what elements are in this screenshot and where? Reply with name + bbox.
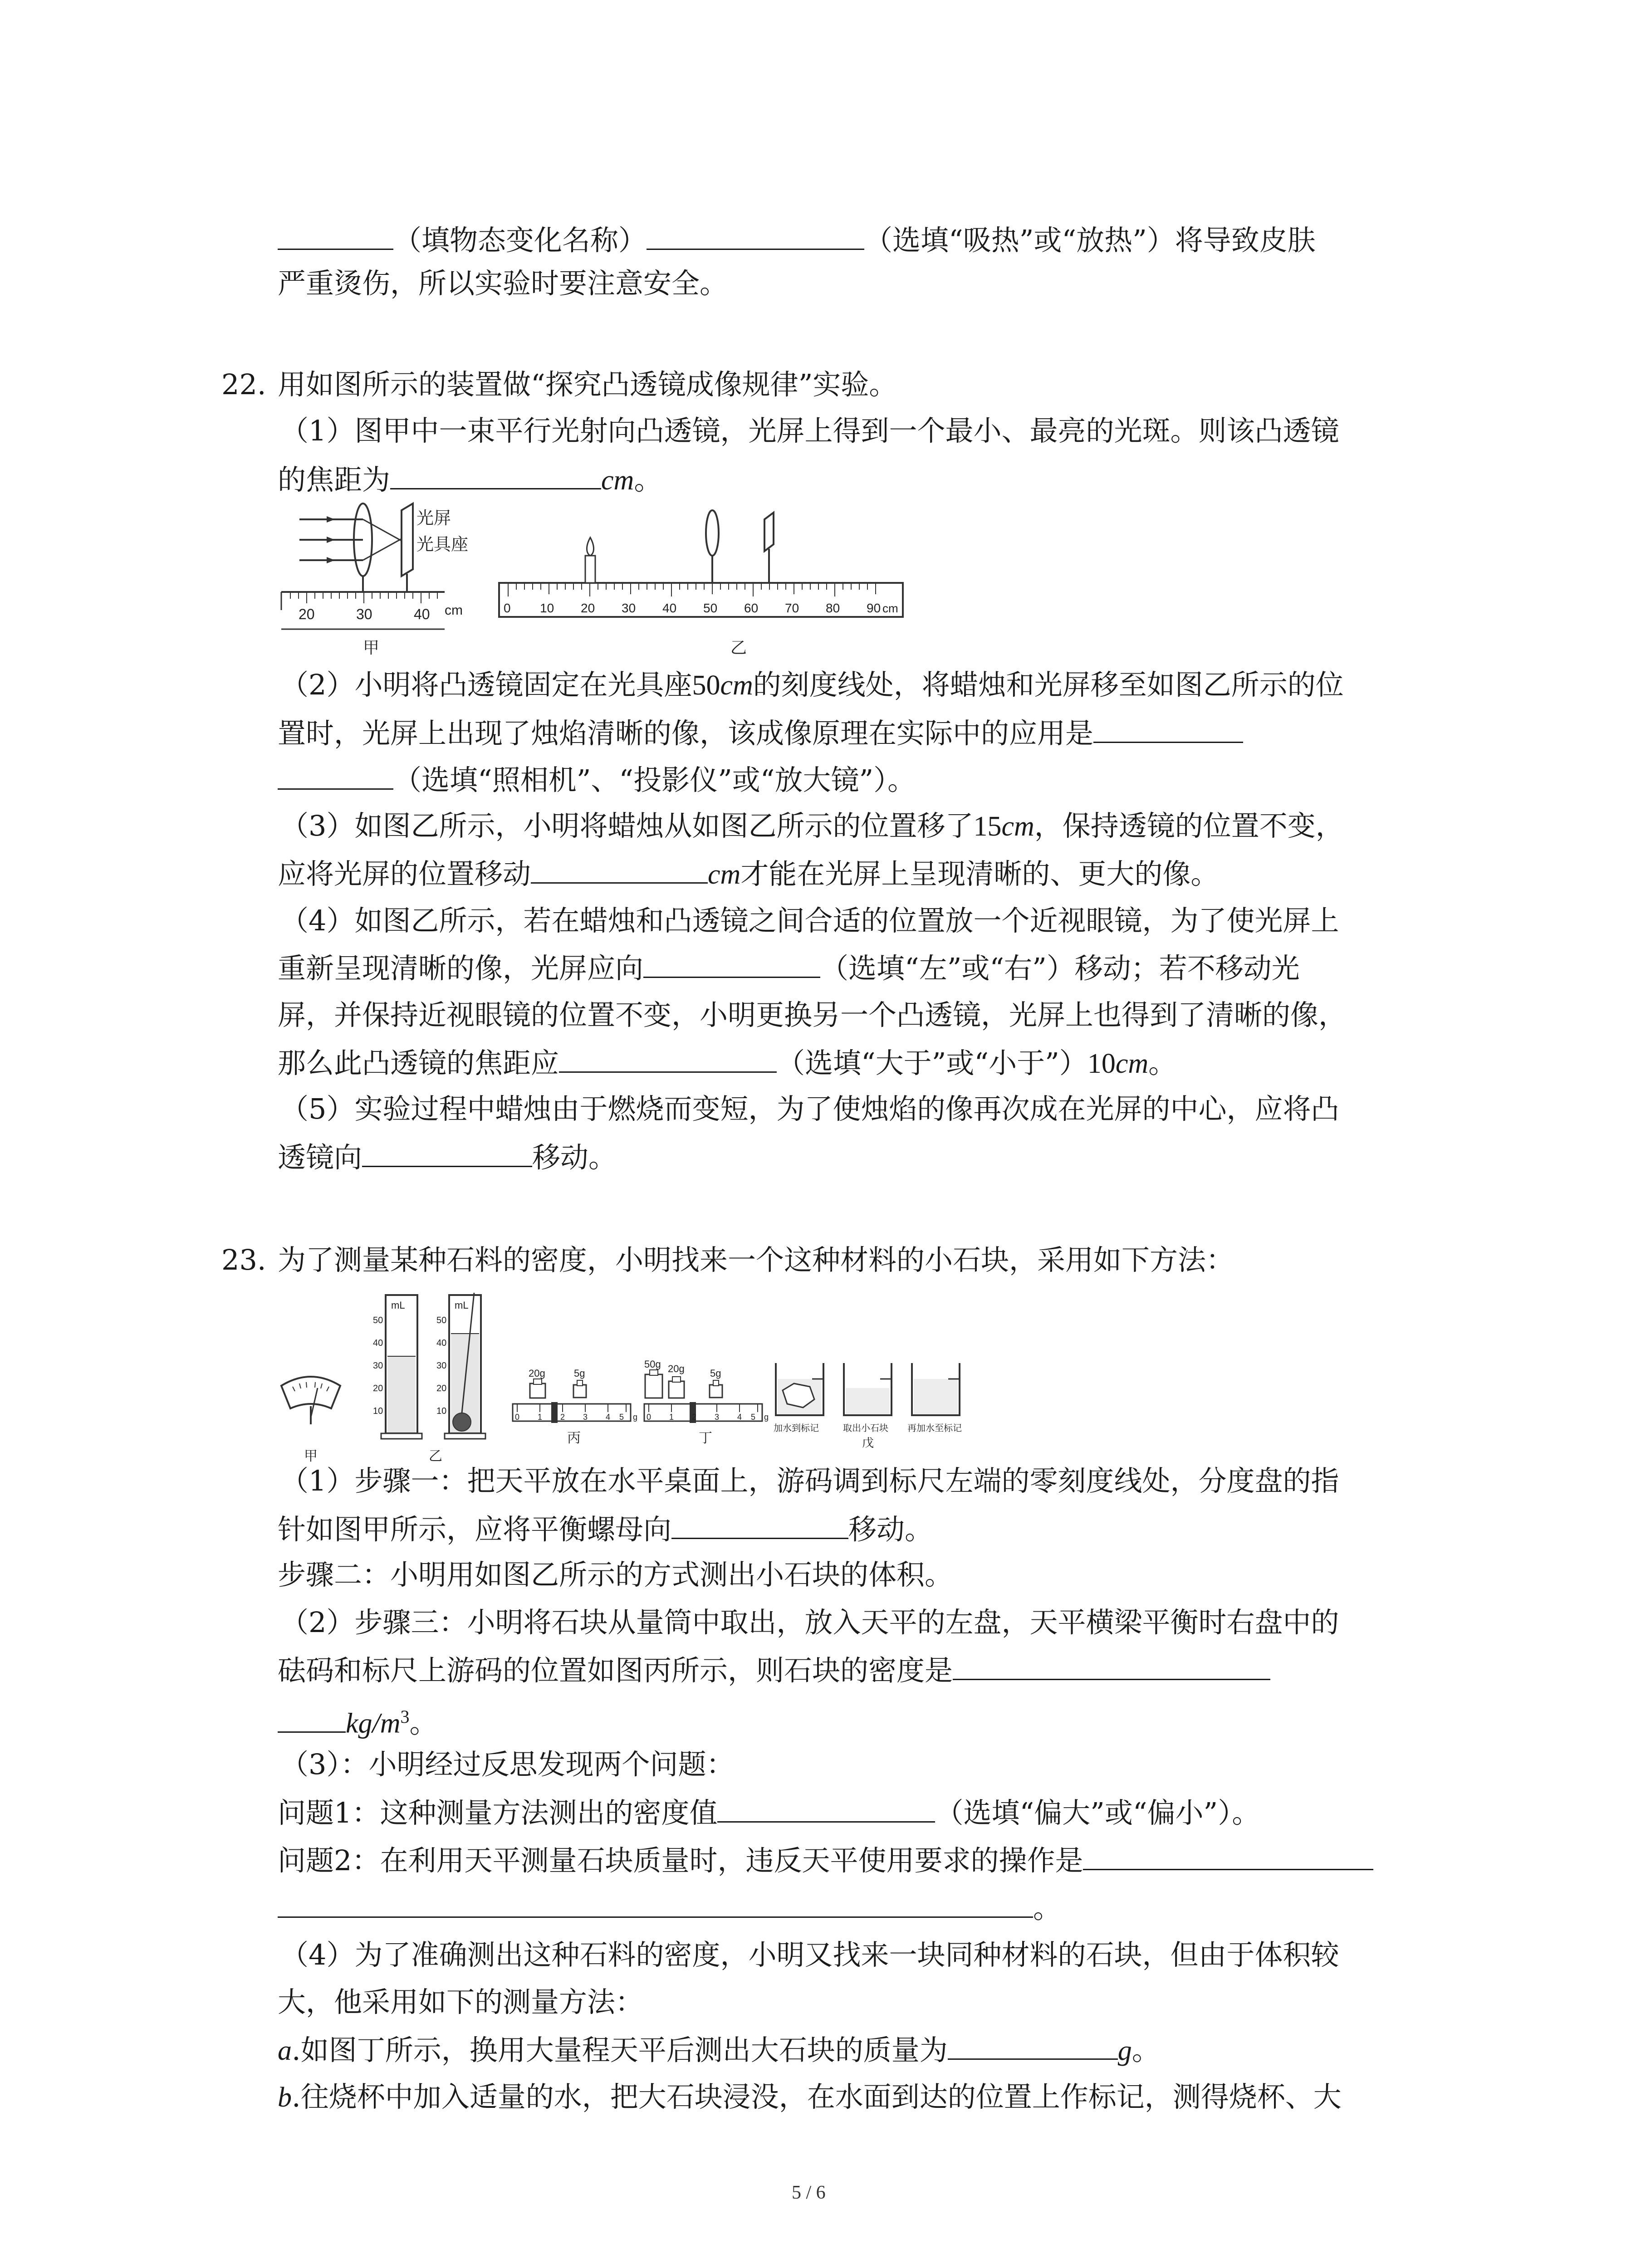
figure-wu-beakers	[774, 1363, 962, 1450]
unit-ml: mL	[455, 1300, 469, 1311]
tick-label: 0	[515, 1413, 520, 1422]
answer-blank[interactable]	[717, 1794, 935, 1823]
mass-label: 20g	[529, 1368, 545, 1379]
q22-stem: 用如图所示的装置做“探究凸透镜成像规律”实验。	[278, 368, 897, 401]
q22-number: 22.	[221, 368, 266, 401]
figure-jia-dial	[281, 1377, 340, 1464]
q22-part4-line2: 重新呈现清晰的像，光屏应向 （选填“左”或“右”）移动；若不移动光	[278, 949, 1300, 987]
q23-step2: 步骤二：小明用如图乙所示的方式测出小石块的体积。	[278, 1558, 953, 1591]
q22-part1-line2: 的焦距为 cm。	[278, 461, 662, 499]
tick-label: 5	[751, 1413, 756, 1422]
q22-part5-line1: （5）实验过程中蜡烛由于燃烧而变短，为了使烛焰的像再次成在光屏的中心，应将凸	[280, 1092, 1339, 1125]
label-screen: 光屏	[416, 509, 451, 528]
tick-label: 2	[560, 1413, 565, 1422]
tick-label: 2	[692, 1413, 697, 1422]
answer-blank[interactable]	[671, 1510, 848, 1539]
q22-part3-line1: （3）如图乙所示，小明将蜡烛从如图乙所示的位置移了15cm，保持透镜的位置不变，	[280, 809, 1344, 842]
q22-part4-line1: （4）如图乙所示，若在蜡烛和凸透镜之间合适的位置放一个近视眼镜，为了使光屏上	[280, 904, 1339, 937]
answer-blank[interactable]	[647, 221, 864, 250]
figure-label-yi: 乙	[730, 638, 747, 657]
q23-part3: （3）：小明经过反思发现两个问题：	[280, 1748, 735, 1781]
q23-problem2-line2: 。	[278, 1889, 1061, 1926]
q22-part5-line2: 透镜向 移动。	[278, 1139, 617, 1176]
figure-jia	[281, 503, 468, 657]
tick-label: 3	[583, 1413, 588, 1422]
tick-label: 20	[436, 1383, 447, 1393]
tick-label: 1	[669, 1413, 674, 1422]
tick-label: 4	[737, 1413, 742, 1422]
q23-step-b: b.往烧杯中加入适量的水，把大石块浸没，在水面到达的位置上作标记，测得烧杯、大	[278, 2080, 1342, 2113]
label-bench: 光具座	[416, 535, 469, 554]
figure-label-wu: 戊	[862, 1436, 874, 1450]
tick-label: 30	[622, 601, 636, 615]
tick-label: 10	[540, 601, 554, 615]
tick-label: 20	[581, 601, 595, 615]
answer-blank[interactable]	[278, 1704, 346, 1733]
answer-blank[interactable]	[643, 949, 820, 978]
q21-line-2: 严重烫伤，所以实验时要注意安全。	[278, 267, 728, 300]
tick-label: 50	[436, 1315, 447, 1325]
tick-label: 40	[414, 606, 430, 622]
answer-blank[interactable]	[278, 761, 393, 790]
figure-yi-cylinders	[373, 1293, 485, 1464]
tick-label: 0	[647, 1413, 652, 1422]
beaker-caption: 取出小石块	[843, 1423, 888, 1433]
tick-label: 0	[504, 601, 511, 615]
tick-label: 90	[867, 601, 881, 615]
answer-blank[interactable]	[531, 855, 708, 884]
q23-part2-line1: （2）步骤三：小明将石块从量筒中取出，放入天平的左盘，天平横梁平衡时右盘中的	[280, 1606, 1339, 1639]
figure-label-yi: 乙	[429, 1449, 442, 1464]
q23-part2-line3: $kg/m^3$。	[278, 1699, 438, 1742]
tick-label: 3	[715, 1413, 720, 1422]
figure-label-ding: 丁	[699, 1431, 712, 1446]
q22-part3-line2: 应将光屏的位置移动 cm才能在光屏上呈现清晰的、更大的像。	[278, 855, 1219, 893]
tick-label: 70	[785, 601, 799, 615]
page-number: 5 / 6	[792, 2182, 826, 2203]
q23-part1-line1: （1）步骤一：把天平放在水平桌面上，游码调到标尺左端的零刻度线处，分度盘的指	[280, 1464, 1339, 1497]
q23-part4-line1: （4）为了准确测出这种石料的密度，小明又找来一块同种材料的石块，但由于体积较	[280, 1938, 1339, 1971]
q23-part2-line2: 砝码和标尺上游码的位置如图丙所示，则石块的密度是	[278, 1652, 1270, 1689]
mass-label: 20g	[668, 1363, 685, 1374]
tick-label: 1	[538, 1413, 543, 1422]
tick-label: 60	[744, 601, 759, 615]
q22-part2-line3: （选填“照相机”、“投影仪”或“放大镜”）。	[278, 761, 916, 798]
tick-label: 50	[703, 601, 718, 615]
beaker-caption: 加水到标记	[774, 1423, 819, 1433]
answer-blank[interactable]	[1083, 1842, 1373, 1870]
density-figure	[272, 1286, 1007, 1467]
unit-ml: mL	[391, 1300, 405, 1311]
q22-part2-line1: （2）小明将凸透镜固定在光具座50cm的刻度线处，将蜡烛和光屏移至如图乙所示的位	[280, 668, 1344, 701]
figure-yi	[499, 510, 903, 657]
answer-blank[interactable]	[362, 1139, 532, 1167]
mass-label: 50g	[644, 1359, 661, 1370]
q23-number: 23.	[221, 1243, 266, 1276]
q23-stem: 为了测量某种石料的密度，小明找来一个这种材料的小石块，采用如下方法：	[278, 1243, 1234, 1276]
figure-label-bing: 丙	[567, 1431, 581, 1446]
answer-blank[interactable]	[948, 2031, 1118, 2060]
answer-blank[interactable]	[390, 461, 601, 489]
q23-part4-line2: 大，他采用如下的测量方法：	[278, 1985, 644, 2019]
q23-step-a: a.如图丁所示，换用大量程天平后测出大石块的质量为 g。	[278, 2031, 1160, 2069]
tick-label: 50	[373, 1315, 383, 1325]
tick-label: g	[633, 1413, 638, 1422]
tick-label: 40	[373, 1338, 383, 1348]
answer-blank[interactable]	[559, 1044, 777, 1073]
tick-label: 10	[373, 1406, 383, 1416]
tick-label: 10	[436, 1406, 447, 1416]
figure-ding-weights	[644, 1359, 769, 1446]
mass-label: 5g	[574, 1368, 585, 1379]
answer-blank[interactable]	[278, 1889, 1033, 1918]
tick-label: 30	[373, 1361, 383, 1371]
tick-label: g	[764, 1413, 769, 1422]
q22-part4-line4: 那么此凸透镜的焦距应 （选填“大于”或“小于”）10cm。	[278, 1044, 1176, 1082]
figure-bing-weights	[513, 1368, 637, 1446]
answer-blank[interactable]	[1093, 714, 1243, 743]
answer-blank[interactable]	[278, 221, 393, 250]
tick-label: 20	[373, 1383, 383, 1393]
beaker-caption: 再加水至标记	[907, 1423, 962, 1433]
tick-label: 20	[299, 606, 315, 622]
tick-label: 80	[826, 601, 840, 615]
q22-part4-line3: 屏，并保持近视眼镜的位置不变，小明更换另一个凸透镜，光屏上也得到了清晰的像，	[278, 998, 1347, 1031]
tick-label: 5	[619, 1413, 624, 1422]
optics-figure	[272, 501, 926, 660]
q23-problem2: 问题2：在利用天平测量石块质量时，违反天平使用要求的操作是	[278, 1842, 1373, 1879]
q23-problem1: 问题1：这种测量方法测出的密度值 （选填“偏大”或“偏小”）。	[278, 1794, 1260, 1831]
q23-part1-line2: 针如图甲所示，应将平衡螺母向 移动。	[278, 1510, 933, 1548]
tick-label: 4	[606, 1413, 611, 1422]
unit-label: cm	[445, 603, 463, 618]
unit-label: cm	[882, 601, 898, 615]
tick-label: 40	[436, 1338, 447, 1348]
figure-label-jia: 甲	[304, 1449, 318, 1464]
q22-part2-line2: 置时，光屏上出现了烛焰清晰的像，该成像原理在实际中的应用是	[278, 714, 1243, 752]
q22-part1-line1: （1）图甲中一束平行光射向凸透镜，光屏上得到一个最小、最亮的光斑。则该凸透镜	[280, 414, 1339, 447]
answer-blank[interactable]	[953, 1652, 1270, 1680]
q21-line-1: （填物态变化名称） （选填“吸热”或“放热”）将导致皮肤	[278, 221, 1316, 259]
tick-label: 30	[436, 1361, 447, 1371]
tick-label: 40	[662, 601, 677, 615]
figure-label-jia: 甲	[363, 638, 380, 657]
tick-label: 30	[356, 606, 372, 622]
mass-label: 5g	[710, 1368, 721, 1379]
